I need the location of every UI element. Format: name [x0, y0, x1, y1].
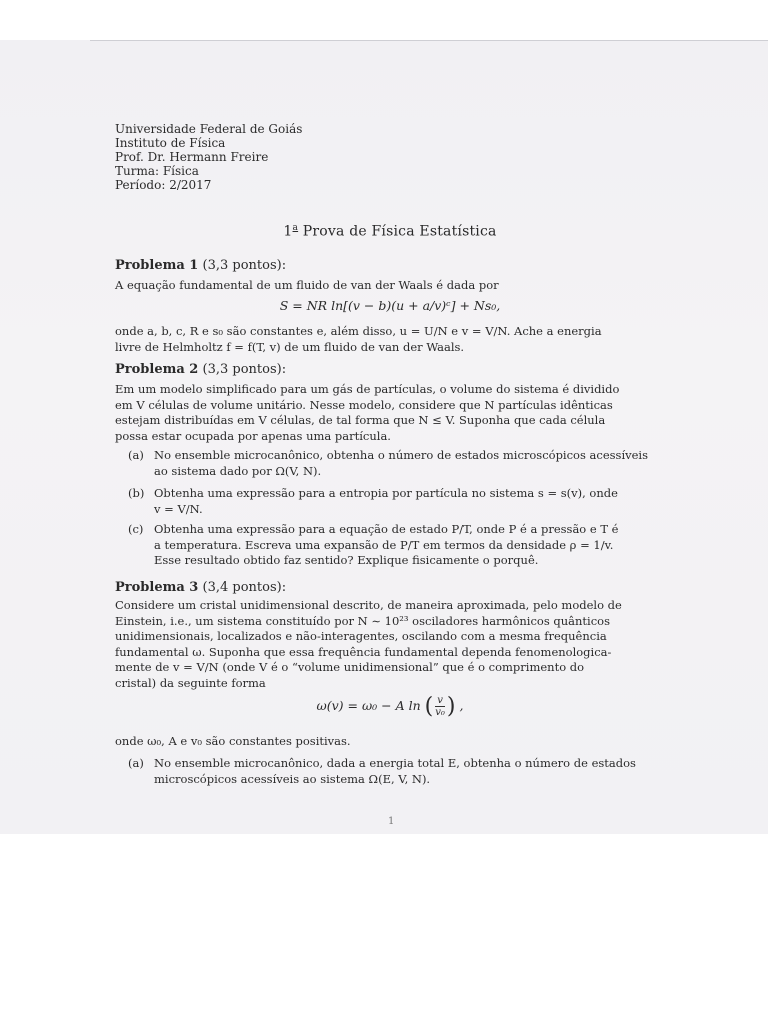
- item-label: (c): [128, 522, 144, 536]
- item-line: Obtenha uma expressão para a equação de estado P/T, onde P é a pressão e T é: [154, 522, 619, 536]
- item-line: Esse resultado obtido faz sentido? Explique fisicamente o porquê.: [154, 553, 539, 567]
- paper-edge: [90, 40, 768, 47]
- problem1-equation: S = NR ln[(v − b)(u + a/v)ᶜ] + Ns₀,: [279, 298, 501, 313]
- problem1-label: Problema 1: [115, 258, 199, 273]
- paren-close: ): [446, 694, 456, 719]
- item-line: microscópicos acessíveis ao sistema Ω(E, V, N).: [154, 771, 431, 786]
- equation-end: ,: [459, 698, 464, 713]
- problem2-line: em V células de volume unitário. Nesse modelo, considere que N partículas idênticas: [115, 397, 613, 412]
- problem3-statement: [115, 598, 670, 691]
- problem3-heading: [115, 580, 286, 595]
- problem2-heading: [115, 362, 286, 377]
- fraction-numerator: v: [435, 695, 445, 707]
- problem3-label: Problema 3: [115, 580, 199, 595]
- problem2-line: Em um modelo simplificado para um gás de partículas, o volume do sistema é dividido: [115, 382, 620, 396]
- problem2-line: estejam distribuídas em V células, de tal forma que N ≤ V. Suponha que cada célula: [115, 413, 606, 427]
- problem1-line: onde a, b, c, R e s₀ são constantes e, além disso, u = U/N e v = V/N. Ache a energia: [115, 324, 602, 338]
- header-class: Turma: Física: [115, 164, 199, 178]
- problem1-text: [115, 324, 670, 355]
- exam-title: [0, 223, 768, 240]
- problem1-intro: A equação fundamental de um fluido de van der Waals é dada por: [115, 278, 499, 292]
- item-line: No ensemble microcanônico, dada a energia total E, obtenha o número de estados: [154, 756, 636, 770]
- item-line: a temperatura. Escreva uma expansão de P/T em termos da densidade ρ = 1/v.: [154, 537, 614, 552]
- problem3-line: mente de v = V/N (onde V é o “volume unidimensional” que é o comprimento do: [115, 660, 585, 674]
- problem2-label: Problema 2: [115, 362, 199, 377]
- scanned-page: [0, 40, 768, 834]
- problem2-line: possa estar ocupada por apenas uma partícula.: [115, 428, 391, 443]
- exam-title-number: 1: [283, 223, 293, 240]
- problem3-points: (3,4 pontos):: [202, 580, 287, 595]
- equation-fraction: [435, 695, 445, 718]
- paren-open: (: [424, 694, 434, 719]
- problem3-line: Einstein, i.e., um sistema constituído por N ∼ 10²³ osciladores harmônicos quânticos: [115, 613, 610, 628]
- page-number: 1: [388, 816, 395, 827]
- item-line: v = V/N.: [154, 501, 203, 516]
- problem3-after: onde ω₀, A e v₀ são constantes positivas.: [115, 734, 351, 748]
- item-label: (b): [128, 486, 145, 500]
- item-line: Obtenha uma expressão para a entropia por partícula no sistema s = s(v), onde: [154, 486, 618, 500]
- problem3-line: fundamental ω. Suponha que essa frequência fundamental dependa fenomenologica-: [115, 644, 612, 659]
- problem1-points: (3,3 pontos):: [202, 258, 287, 273]
- problem3-equation: [0, 694, 768, 719]
- problem2-statement: [115, 382, 670, 444]
- problem2-points: (3,3 pontos):: [202, 362, 287, 377]
- problem3-line: unidimensionais, localizados e não-interagentes, oscilando com a mesma frequência: [115, 629, 607, 643]
- problem3-line: Considere um cristal unidimensional descrito, de maneira aproximada, pelo modelo de: [115, 598, 622, 612]
- problem1-heading: [115, 258, 286, 273]
- item-line: No ensemble microcanônico, obtenha o número de estados microscópicos acessíveis: [154, 448, 649, 462]
- fraction-denominator: v₀: [435, 707, 445, 718]
- problem1-line: livre de Helmholtz f = f(T, v) de um fluido de van der Waals.: [115, 339, 465, 354]
- item-label: (a): [128, 756, 144, 770]
- header-professor: Prof. Dr. Hermann Freire: [115, 150, 269, 164]
- header-period: Período: 2/2017: [115, 178, 212, 192]
- header-university: Universidade Federal de Goiás: [115, 122, 303, 136]
- item-label: (a): [128, 448, 144, 462]
- item-line: ao sistema dado por Ω(V, N).: [154, 463, 322, 478]
- problem3-line: cristal) da seguinte forma: [115, 675, 266, 690]
- exam-title-text: Prova de Física Estatística: [302, 223, 497, 240]
- equation-left: ω(v) = ω₀ − A ln: [316, 698, 421, 713]
- header-institute: Instituto de Física: [115, 136, 226, 150]
- exam-title-ordinal: a: [292, 223, 299, 233]
